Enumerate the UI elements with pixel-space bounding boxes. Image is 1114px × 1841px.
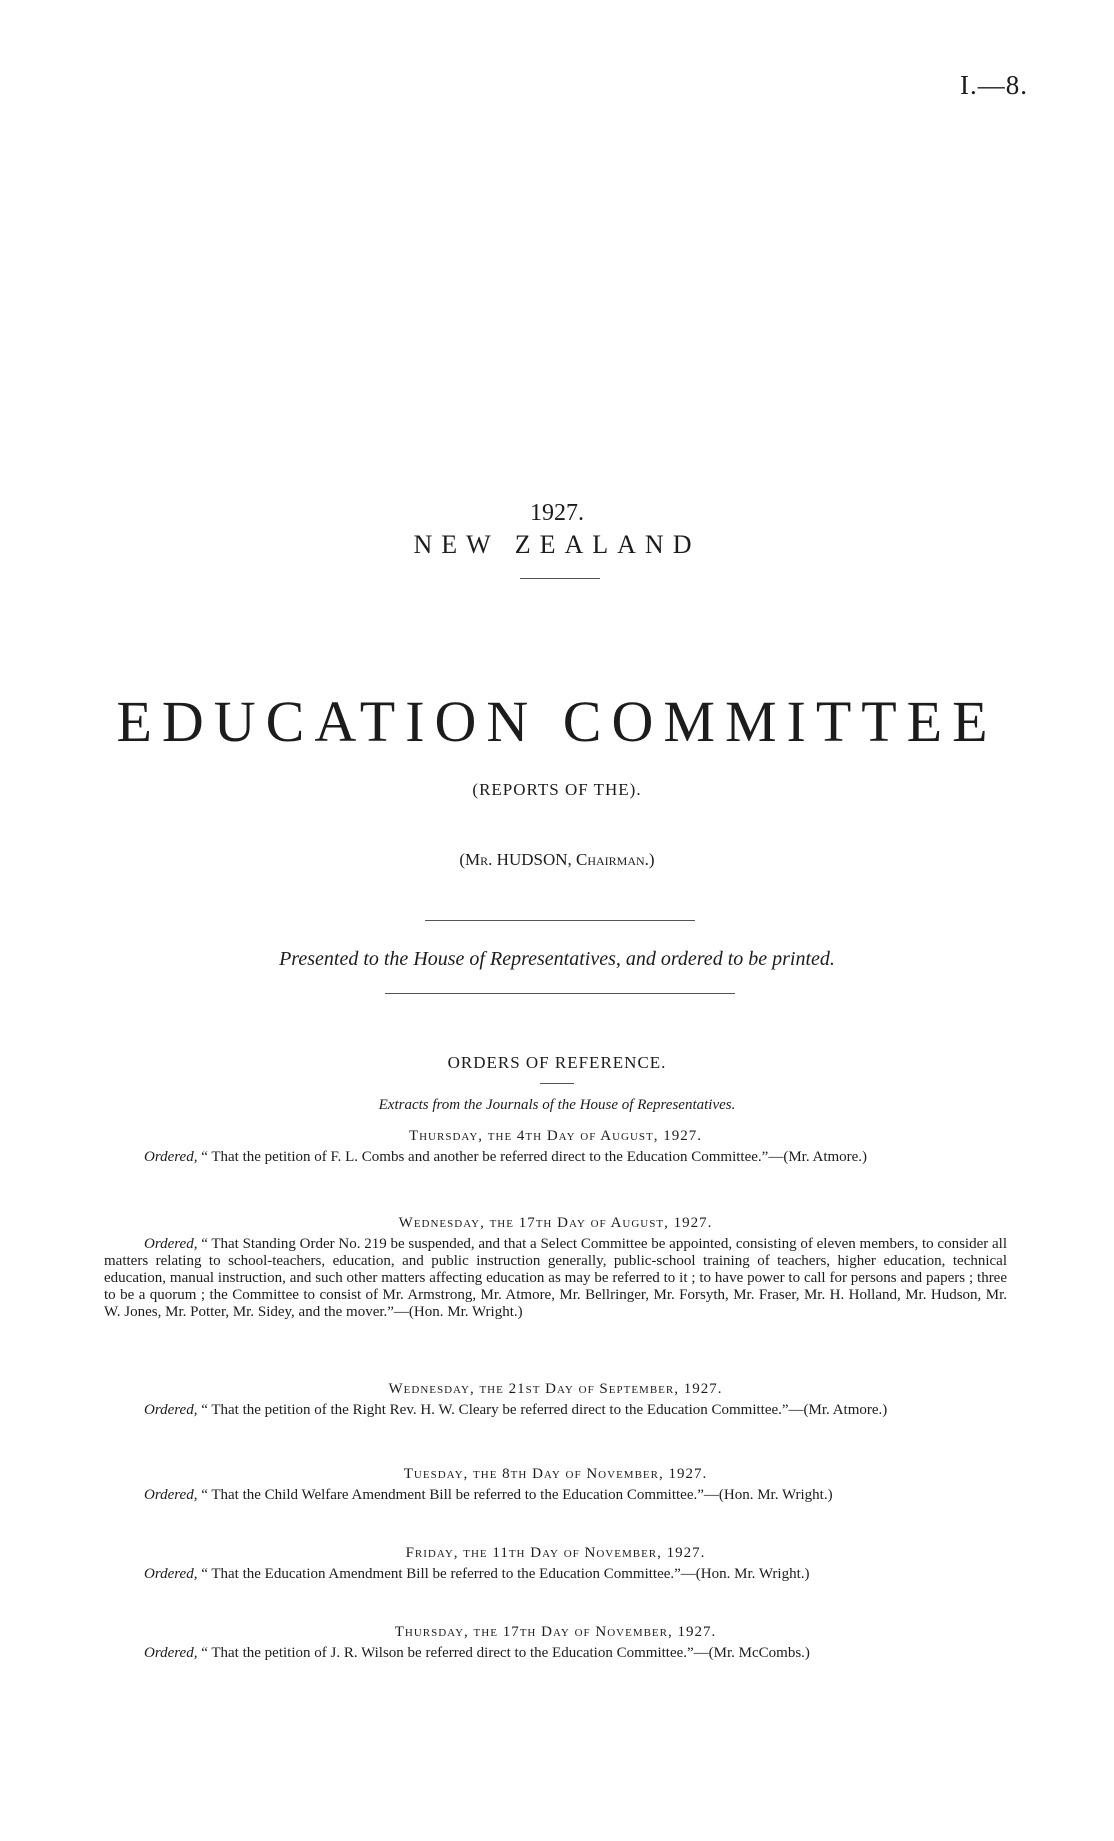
document-title: EDUCATION COMMITTEE: [116, 689, 998, 754]
country-heading: NEW ZEALAND: [413, 530, 701, 559]
entry-text: [104, 1566, 1007, 1583]
order-text: “ That the petition of J. R. Wilson be referred direct to the Education Committee.”—(Mr. McCombs.): [201, 1645, 810, 1661]
divider-tiny: [540, 1083, 574, 1084]
entry-date: Wednesday, the 17th Day of August, 1927.: [398, 1215, 713, 1231]
ordered-label: Ordered,: [144, 1402, 198, 1418]
entry-text: [104, 1645, 1007, 1662]
order-text: “ That the Education Amendment Bill be referred to the Education Committee.”—(Hon. Mr. Wright.): [201, 1566, 810, 1582]
ordered-label: Ordered,: [144, 1566, 198, 1582]
order-entry: [104, 1466, 1007, 1504]
document-subtitle: (REPORTS OF THE).: [472, 780, 642, 799]
order-text: “ That the Child Welfare Amendment Bill be referred to the Education Committee.”—(Hon. Mr. Wright.): [201, 1487, 833, 1503]
entry-text: [104, 1487, 1007, 1504]
orders-of-reference-heading: ORDERS OF REFERENCE.: [447, 1053, 667, 1072]
entry-date: Thursday, the 4th Day of August, 1927.: [408, 1128, 703, 1144]
order-text: “ That Standing Order No. 219 be suspended, and that a Select Committee be appointed, consisting of eleven members, to consider all matters relating to school-teachers, education, and public instruction generally, public-school training of teachers, higher education, technical education, manual instruction, and such other matters affecting education as may be referred to it ; to have power to call for persons and papers ; three to be a quorum ; the Committee to consist of Mr. Armstrong, Mr. Atmore, Mr. Bellringer, Mr. Forsyth, Mr. Fraser, Mr. H. Holland, Mr. Hudson, Mr. W. Jones, Mr. Potter, Mr. Sidey, and the mover.”—(Hon. Mr. Wright.): [104, 1236, 1007, 1320]
entry-text: [104, 1236, 1007, 1321]
order-entry: [104, 1215, 1007, 1321]
ordered-label: Ordered,: [144, 1149, 198, 1165]
divider-lower: [385, 993, 735, 994]
report-year: 1927.: [530, 500, 584, 526]
order-text: “ That the petition of the Right Rev. H. W. Cleary be referred direct to the Education Committee.”—(Mr. Atmore.): [201, 1402, 888, 1418]
order-entry: [104, 1128, 1007, 1166]
entry-text: [104, 1149, 1007, 1166]
order-entry: [104, 1624, 1007, 1662]
order-entry: [104, 1381, 1007, 1419]
chairman-line: (Mr. HUDSON, Chairman.): [459, 850, 655, 869]
ordered-label: Ordered,: [144, 1236, 198, 1252]
entry-date: Wednesday, the 21st Day of September, 1927.: [388, 1381, 723, 1397]
entry-date: Friday, the 11th Day of November, 1927.: [405, 1545, 706, 1561]
order-entry: [104, 1545, 1007, 1583]
entry-date: Thursday, the 17th Day of November, 1927.: [394, 1624, 717, 1640]
order-text: “ That the petition of F. L. Combs and another be referred direct to the Education Committee.”—(Mr. Atmore.): [201, 1149, 868, 1165]
ordered-label: Ordered,: [144, 1645, 198, 1661]
divider-upper: [425, 920, 695, 921]
divider-short: [520, 578, 600, 579]
presented-line: Presented to the House of Representatives, and ordered to be printed.: [279, 948, 835, 970]
page-identifier: I.—8.: [960, 70, 1028, 100]
journals-extract-note: Extracts from the Journals of the House of Representatives.: [378, 1097, 736, 1113]
entry-text: [104, 1402, 1007, 1419]
entry-date: Tuesday, the 8th Day of November, 1927.: [403, 1466, 708, 1482]
ordered-label: Ordered,: [144, 1487, 198, 1503]
